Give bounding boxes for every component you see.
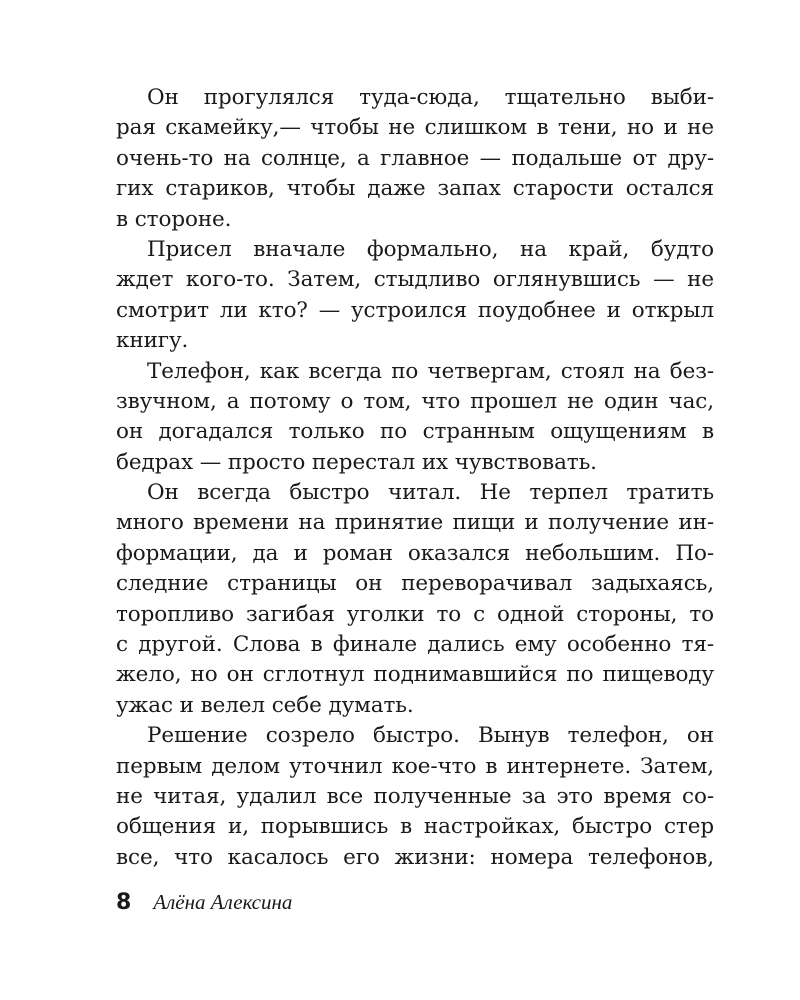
text-line: много времени на принятие пищи и получение ин- [116,510,714,536]
text-line: Телефон, как всегда по четвергам, стоял на без- [147,358,714,384]
page-number: 8 [116,890,132,915]
text-line: гих стариков, чтобы даже запах старости остался [116,176,714,202]
text-line: не читая, удалил все полученные за это время со- [116,783,714,809]
text-line: Решение созрело быстро. Вынув телефон, он [147,723,714,749]
paragraph [116,721,714,873]
text-line: в стороне. [116,206,232,232]
text-line: смотрит ли кто? — устроился поудобнее и открыл [116,297,714,323]
text-line: книгу. [116,328,189,354]
text-line: жело, но он сглотнул поднимавшийся по пищеводу [116,662,714,688]
text-line: Присел вначале формально, на край, будто [147,236,714,262]
paragraph [116,235,714,357]
text-line: первым делом уточнил кое-что в интернете. Затем, [116,753,714,779]
text-line: ждет кого-то. Затем, стыдливо оглянувшись — не [116,267,714,293]
text-line: Он всегда быстро читал. Не терпел тратить [147,480,714,506]
text-line: общения и, порывшись в настройках, быстро стер [116,814,714,840]
text-line: ужас и велел себе думать. [116,692,414,718]
text-line: рая скамейку,— чтобы не слишком в тени, но и не [116,115,714,141]
text-line: торопливо загибая уголки то с одной стороны, то [116,601,714,627]
text-line: Он прогулялся туда-сюда, тщательно выби- [147,85,714,110]
paragraph [116,357,714,479]
text-line: бедрах — просто перестал их чувствовать. [116,449,597,475]
paragraph [116,478,714,721]
text-line: следние страницы он переворачивал задыхаясь, [116,571,714,597]
text-line: он догадался только по странным ощущениям в [116,419,714,445]
page-body [116,83,714,873]
page-footer [116,890,292,915]
running-footer-author: Алёна Алексина [153,890,293,914]
text-line: очень-то на солнце, а главное — подальше от дру- [116,145,714,171]
text-line: с другой. Слова в финале дались ему особенно тя- [116,632,714,658]
text-line: все, что касалось его жизни: номера телефонов, [116,844,714,870]
paragraph [116,83,714,235]
text-line: звучном, а потому о том, что прошел не один час, [116,388,714,414]
text-line: формации, да и роман оказался небольшим. По- [116,540,714,566]
